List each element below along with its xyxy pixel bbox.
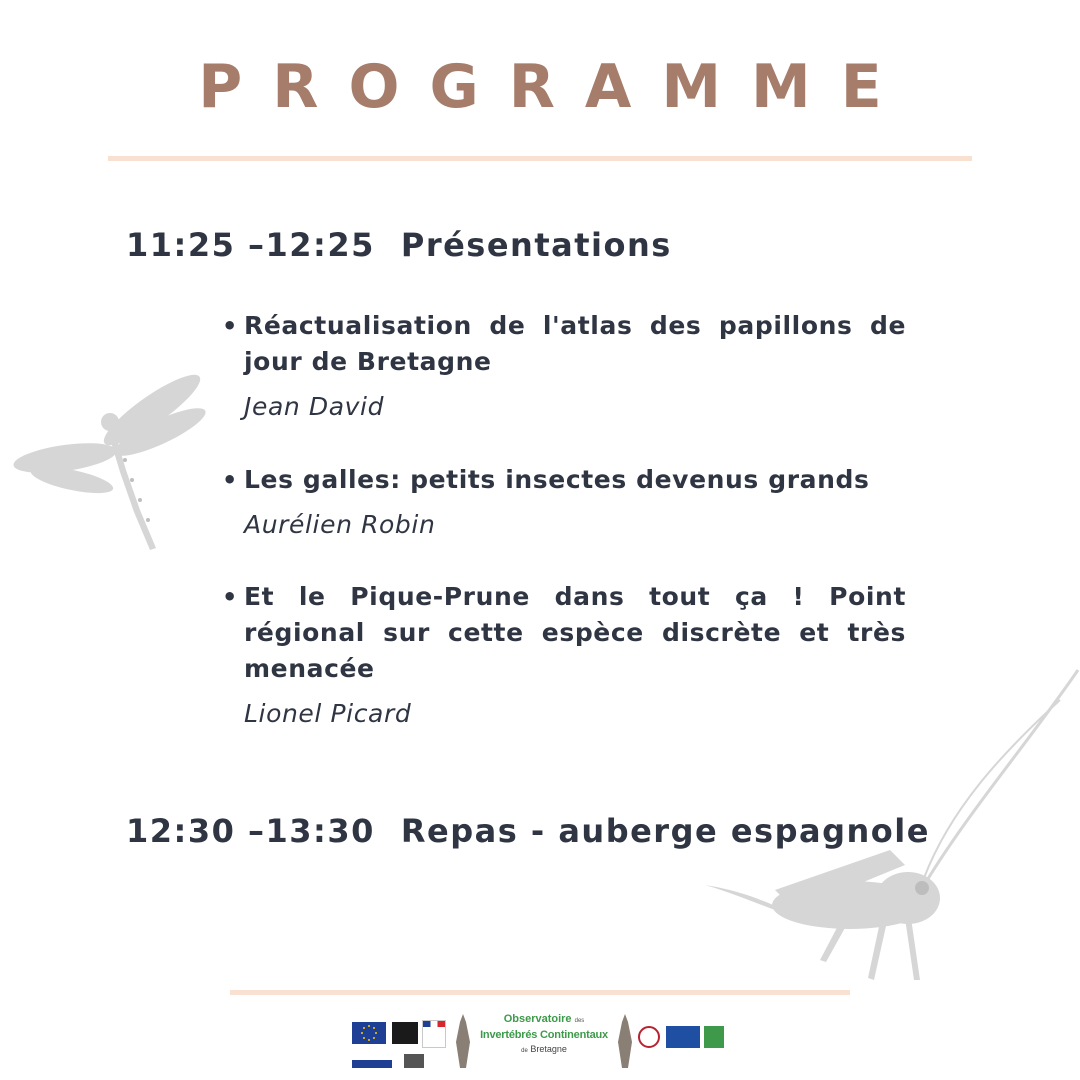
- beetle-icon: [614, 1012, 636, 1070]
- top-divider: [108, 156, 972, 161]
- bullet-icon: •: [222, 312, 238, 340]
- talk-title: Les galles: petits insectes devenus grands: [244, 465, 870, 494]
- session-time: 11:25 –12:25: [126, 226, 375, 264]
- list-item: [222, 308, 906, 424]
- talk-title: Et le Pique-Prune dans tout ça ! Point régional sur cette espèce discrète et très menacée: [244, 582, 906, 683]
- small-partner-logo: [404, 1054, 424, 1068]
- session-presentations-heading: [126, 226, 672, 264]
- talk-title: Réactualisation de l'atlas des papillons de jour de Bretagne: [244, 311, 906, 376]
- session-lunch-heading: [126, 812, 930, 850]
- session-time: 12:30 –13:30: [126, 812, 375, 850]
- region-bretagne-logo: [392, 1022, 418, 1044]
- vivarmor-logo: [704, 1026, 724, 1048]
- page-title: PROGRAMME: [198, 52, 912, 122]
- prefecture-logo: [422, 1020, 446, 1048]
- partner-logos: [348, 1010, 728, 1072]
- dragonfly-illustration: [10, 370, 210, 565]
- talk-speaker: Aurélien Robin: [244, 510, 436, 539]
- eu-flag-logo: [352, 1022, 386, 1044]
- list-item: [222, 462, 906, 542]
- bullet-icon: •: [222, 466, 238, 494]
- gretia-logo: [638, 1026, 660, 1048]
- bullet-icon: •: [222, 583, 238, 611]
- bottom-divider: [230, 990, 850, 995]
- morbihan-logo: [352, 1060, 392, 1068]
- talk-speaker: Lionel Picard: [244, 699, 412, 728]
- bretagne-vivante-logo: [666, 1026, 700, 1048]
- talk-speaker: Jean David: [244, 392, 385, 421]
- observatory-logo: Observatoire des Invertébrés Continentaux de Bretagne: [480, 1013, 608, 1054]
- session-label: Repas - auberge espagnole: [400, 812, 930, 850]
- list-item: [222, 579, 906, 731]
- session-label: Présentations: [400, 226, 672, 264]
- beetle-icon: [452, 1012, 474, 1070]
